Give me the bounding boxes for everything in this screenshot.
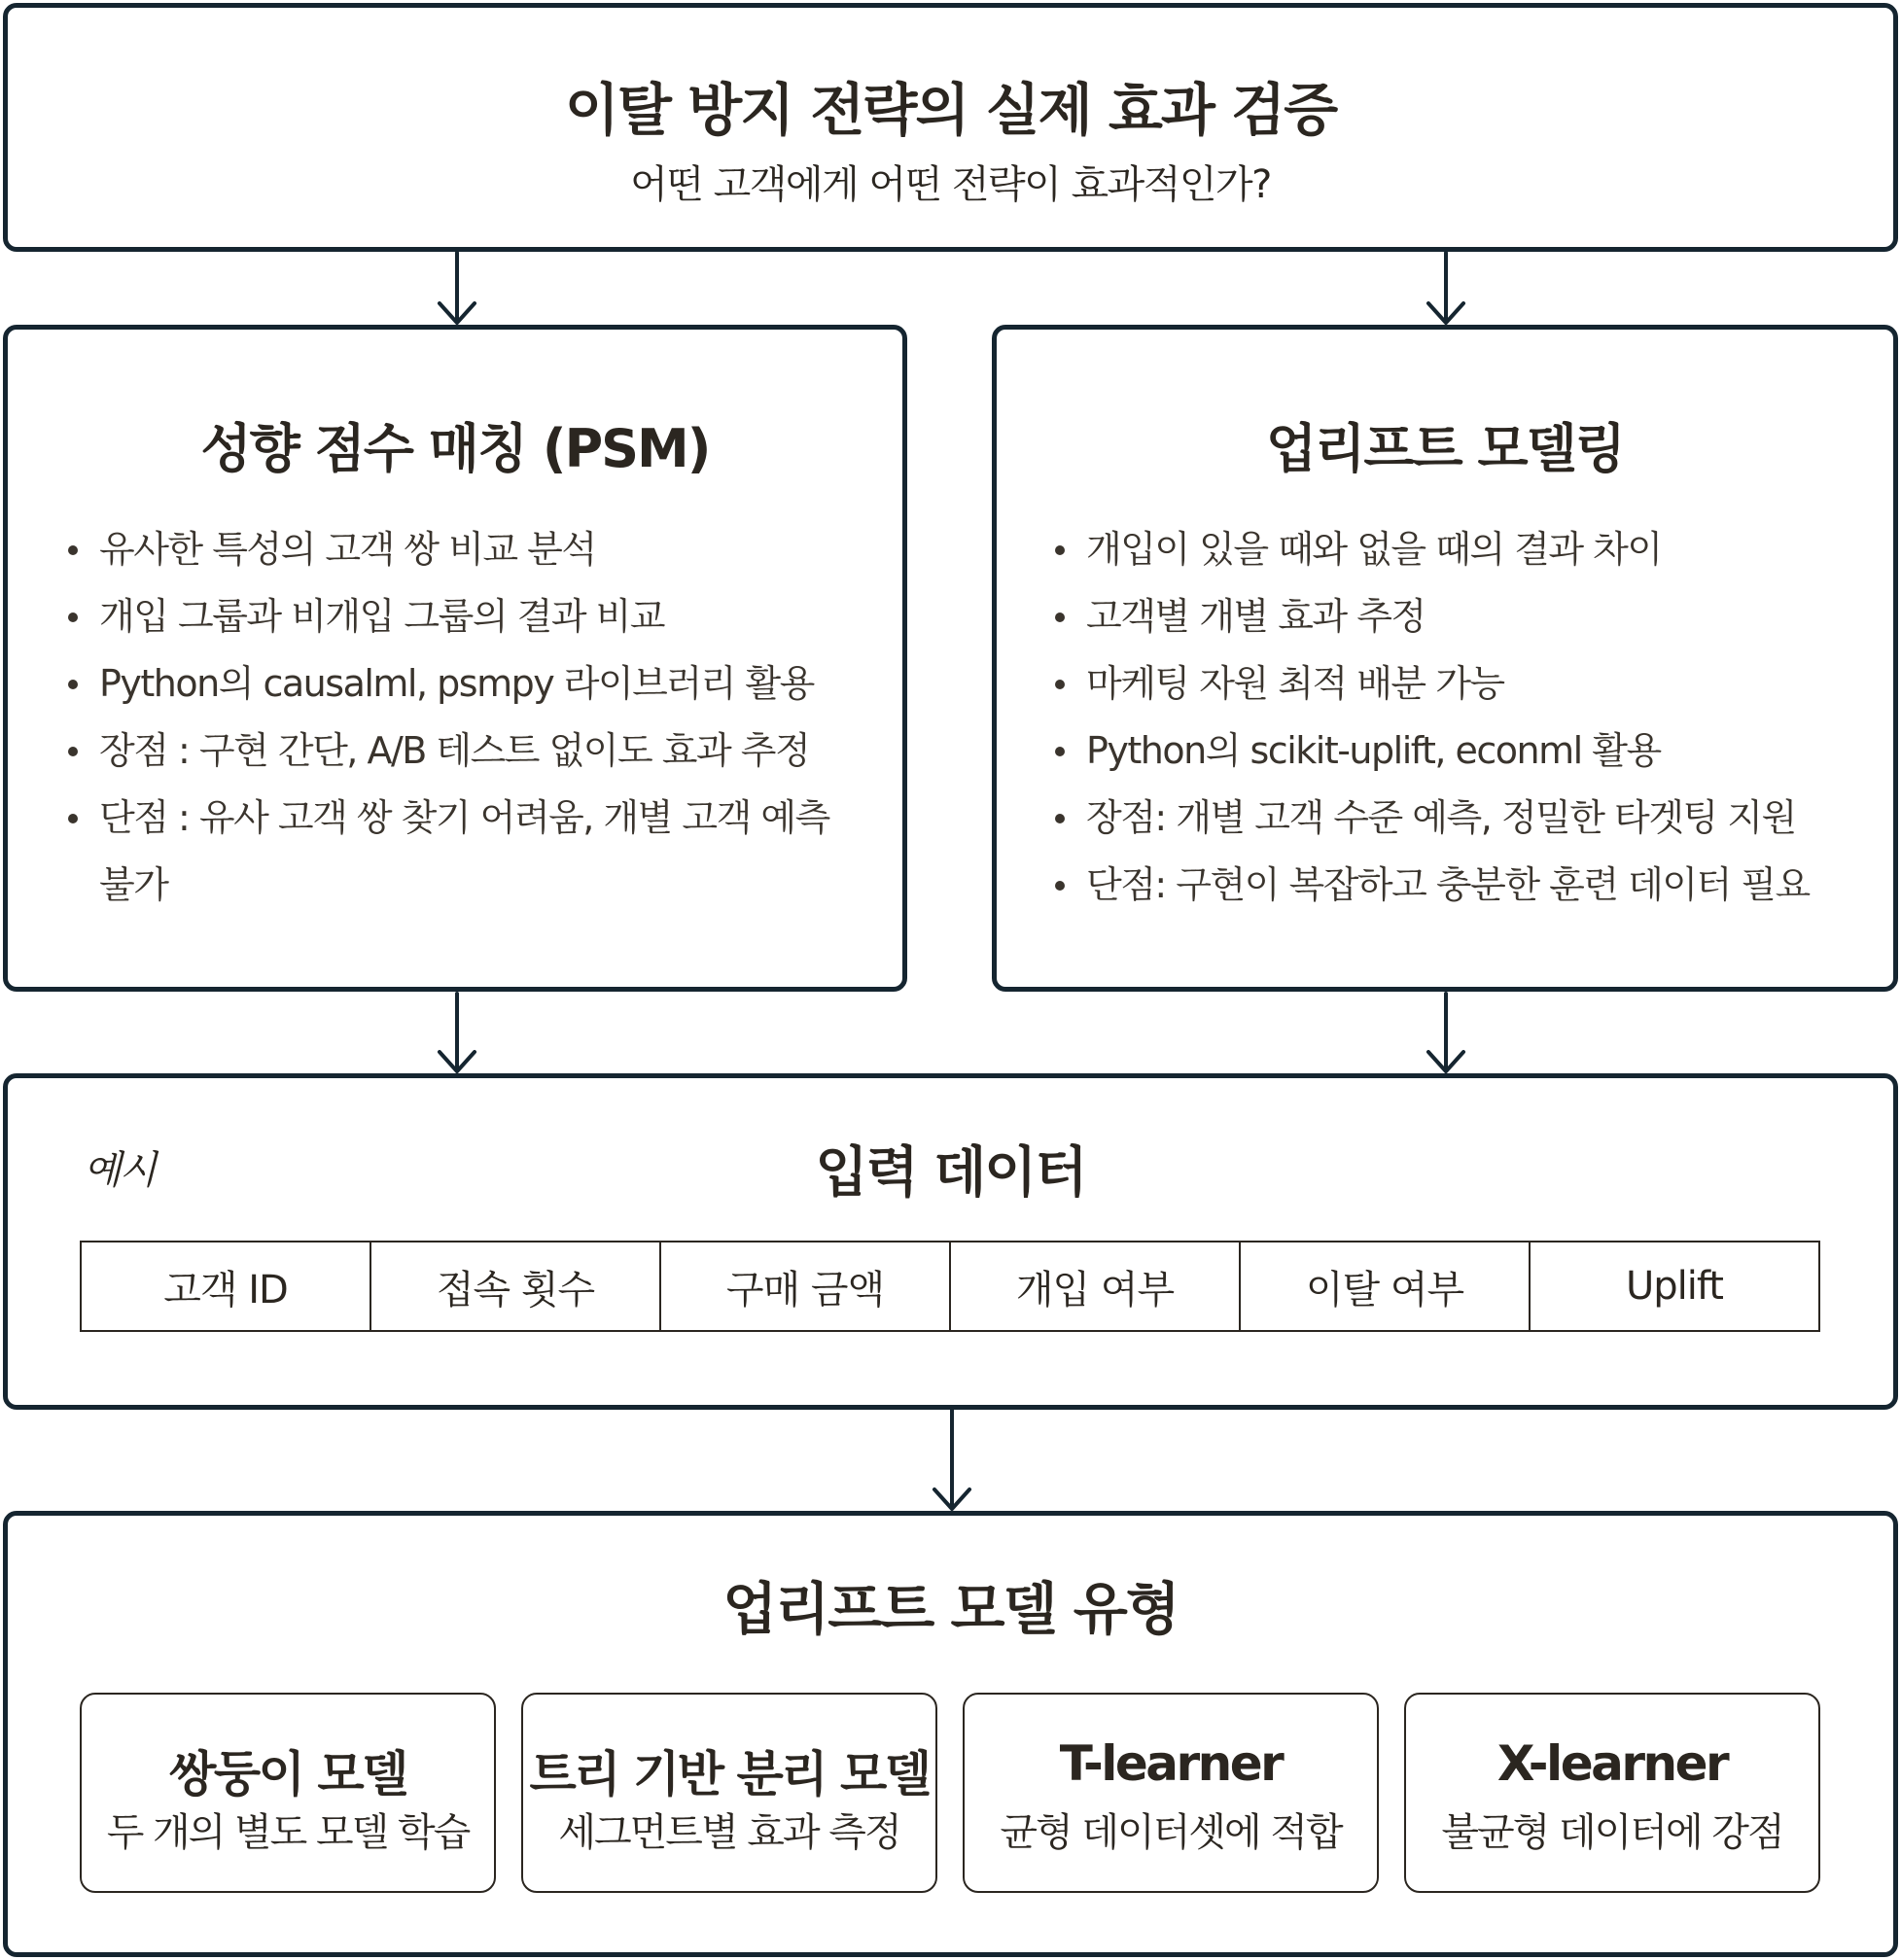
psm-bullet: 장점 : 구현 간단, A/B 테스트 없이도 효과 추정 [66, 718, 863, 785]
column-header: 개입 여부 [950, 1242, 1240, 1331]
model-card-desc: 두 개의 별도 모델 학습 [106, 1810, 470, 1855]
input-data-table [80, 1241, 1820, 1332]
psm-bullet: 단점 : 유사 고객 쌍 찾기 어려움, 개별 고객 예측 불가 [66, 785, 863, 919]
uplift-bullet: Python의 scikit-uplift, econml 활용 [1053, 718, 1880, 785]
top-subtitle: 어떤 고객에게 어떤 전략이 효과적인가? [630, 162, 1271, 207]
psm-bullet: 유사한 특성의 고객 쌍 비교 분석 [66, 516, 863, 583]
uplift-modeling-box [992, 325, 1898, 992]
psm-bullet: 개입 그룹과 비개입 그룹의 결과 비교 [66, 583, 863, 650]
uplift-bullet: 고객별 개별 효과 추정 [1053, 583, 1880, 650]
psm-title: 성향 점수 매칭 (PSM) [200, 418, 710, 479]
model-card-desc: 불균형 데이터에 강점 [1441, 1810, 1783, 1855]
column-header: 고객 ID [81, 1242, 370, 1331]
arrow-top-to-psm [440, 253, 475, 323]
arrow-psm-to-input [440, 994, 475, 1071]
column-header: 구매 금액 [660, 1242, 950, 1331]
column-header: Uplift [1530, 1242, 1819, 1331]
table-row [81, 1242, 1819, 1331]
model-card-name: 쌍둥이 모델 [169, 1746, 406, 1802]
model-card-x-learner [1404, 1693, 1820, 1893]
example-label: 예시 [84, 1148, 156, 1193]
uplift-bullet: 장점: 개별 고객 수준 예측, 정밀한 타겟팅 지원 [1053, 785, 1880, 852]
model-types-title: 업리프트 모델 유형 [722, 1576, 1179, 1642]
arrow-input-to-models [934, 1410, 969, 1509]
column-header: 이탈 여부 [1240, 1242, 1530, 1331]
uplift-title: 업리프트 모델링 [1266, 418, 1624, 479]
arrow-top-to-uplift [1428, 253, 1463, 323]
model-card-name: X-learner [1496, 1735, 1728, 1792]
uplift-bullet: 단점: 구현이 복잡하고 충분한 훈련 데이터 필요 [1053, 852, 1880, 919]
model-card-tree [521, 1693, 937, 1893]
top-title: 이탈 방지 전략의 실제 효과 검증 [564, 77, 1337, 143]
psm-bullet: Python의 causalml, psmpy 라이브러리 활용 [66, 650, 863, 718]
model-card-desc: 세그먼트별 효과 측정 [558, 1810, 900, 1855]
column-header: 접속 횟수 [370, 1242, 660, 1331]
model-card-t-learner [963, 1693, 1379, 1893]
uplift-bullet: 마케팅 자원 최적 배분 가능 [1053, 650, 1880, 718]
model-card-desc: 균형 데이터셋에 적합 [1000, 1810, 1342, 1855]
psm-bullet-list [66, 516, 863, 919]
input-data-title: 입력 데이터 [815, 1141, 1086, 1205]
arrow-uplift-to-input [1428, 994, 1463, 1071]
model-card-name: 트리 기반 분리 모델 [529, 1746, 930, 1802]
model-card-twin [80, 1693, 496, 1893]
model-card-name: T-learner [1059, 1735, 1283, 1792]
uplift-bullet-list [1053, 516, 1880, 919]
uplift-bullet: 개입이 있을 때와 없을 때의 결과 차이 [1053, 516, 1880, 583]
psm-box [3, 325, 907, 992]
top-question-box [3, 3, 1898, 252]
